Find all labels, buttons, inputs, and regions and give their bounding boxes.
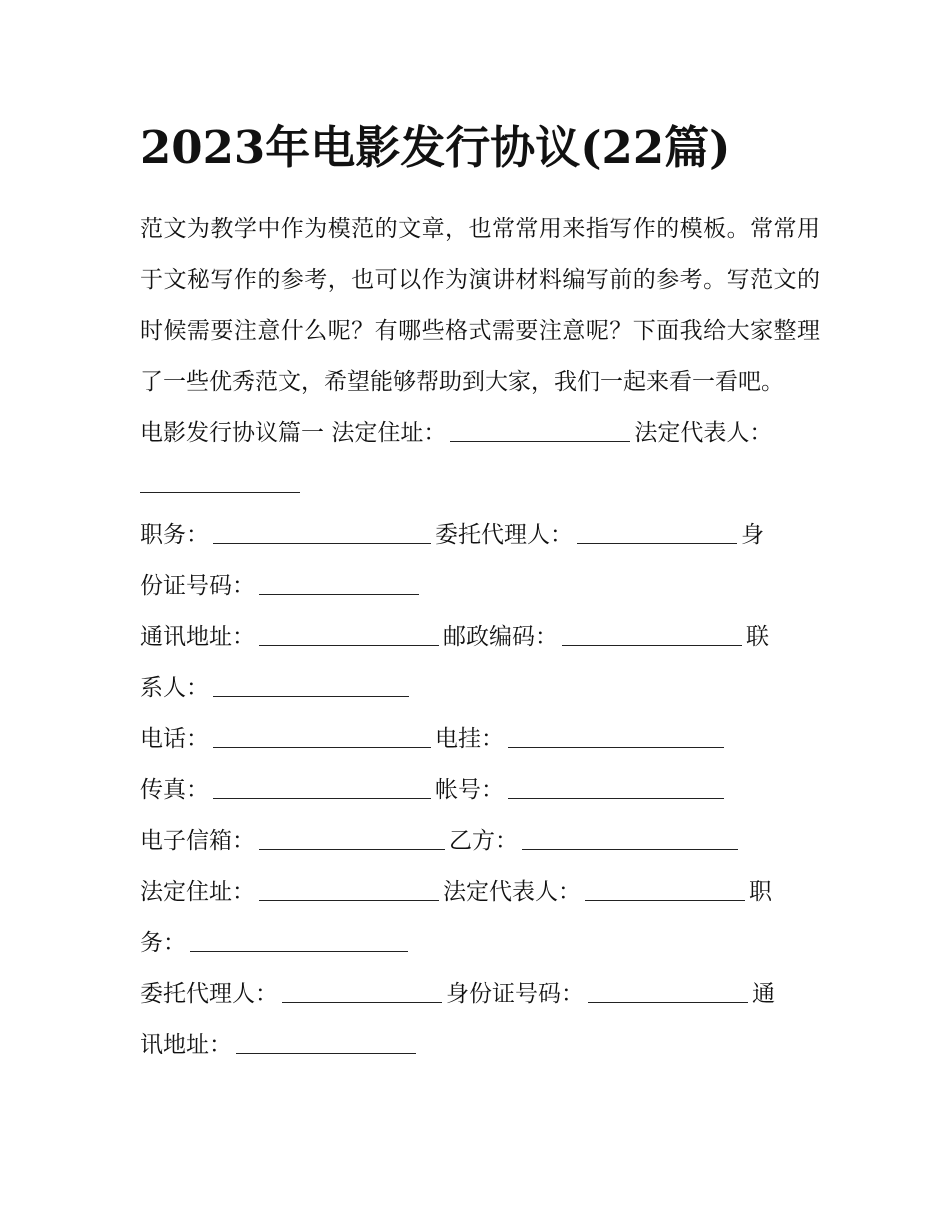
label-position: 职务： bbox=[140, 522, 209, 548]
intro-paragraph: 范文为教学中作为模范的文章，也常常用来指写作的模板。常常用于文秘写作的参考，也可以作为演讲材料编写前的参考。写范文的时候需要注意什么呢？有哪些格式需要注意呢？下面我给大家整理了一些优秀范文，希望能够帮助到大家，我们一起来看一看吧。 bbox=[140, 216, 820, 395]
label-contact-prefix: 联 bbox=[746, 624, 769, 650]
form-line-2 bbox=[140, 510, 820, 612]
label-mail-prefix-2: 通 bbox=[752, 981, 775, 1007]
label-position-suffix-2: 务： bbox=[140, 930, 186, 956]
page-title: 2023年电影发行协议(22篇) bbox=[140, 121, 731, 174]
form-line-8 bbox=[140, 969, 820, 1071]
label-mail-address: 通讯地址： bbox=[140, 624, 255, 650]
label-fax: 传真： bbox=[140, 777, 209, 803]
blank-field bbox=[190, 929, 408, 952]
blank-field bbox=[562, 623, 742, 646]
form-line-1 bbox=[140, 408, 820, 510]
label-contact-suffix: 系人： bbox=[140, 675, 209, 701]
blank-field bbox=[259, 572, 419, 595]
blank-field bbox=[259, 827, 445, 850]
form-line-5 bbox=[140, 765, 820, 816]
label-id-suffix: 份证号码： bbox=[140, 573, 255, 599]
blank-field bbox=[259, 623, 439, 646]
label-party-b: 乙方： bbox=[449, 828, 518, 854]
section-heading: 电影发行协议篇一 bbox=[140, 420, 324, 446]
form-line-3 bbox=[140, 612, 820, 714]
blank-field bbox=[508, 725, 724, 748]
blank-field bbox=[450, 419, 630, 442]
label-id-2: 身份证号码： bbox=[446, 981, 584, 1007]
form-line-7 bbox=[140, 867, 820, 969]
blank-field bbox=[577, 521, 737, 544]
blank-field bbox=[213, 776, 431, 799]
blank-field bbox=[282, 980, 442, 1003]
label-legal-address: 法定住址： bbox=[331, 420, 447, 446]
blank-field bbox=[585, 878, 745, 901]
label-position-prefix-2: 职 bbox=[749, 879, 772, 905]
blank-field bbox=[213, 521, 431, 544]
label-id-prefix: 身 bbox=[741, 522, 764, 548]
blank-field bbox=[259, 878, 439, 901]
label-agent-2: 委托代理人： bbox=[140, 981, 278, 1007]
label-telex: 电挂： bbox=[435, 726, 504, 752]
label-phone: 电话： bbox=[140, 726, 209, 752]
label-legal-rep-2: 法定代表人： bbox=[443, 879, 581, 905]
label-account: 帐号： bbox=[435, 777, 504, 803]
blank-field bbox=[508, 776, 724, 799]
blank-field bbox=[236, 1031, 416, 1054]
label-legal-address-2: 法定住址： bbox=[140, 879, 255, 905]
blank-field bbox=[213, 725, 431, 748]
label-postcode: 邮政编码： bbox=[443, 624, 558, 650]
label-email: 电子信箱： bbox=[140, 828, 255, 854]
form-line-6 bbox=[140, 816, 820, 867]
label-mail-suffix-2: 讯地址： bbox=[140, 1032, 232, 1058]
blank-field bbox=[213, 674, 409, 697]
label-legal-rep: 法定代表人： bbox=[634, 420, 773, 446]
document-page bbox=[140, 118, 820, 1071]
blank-field bbox=[522, 827, 738, 850]
blank-field bbox=[140, 470, 300, 493]
form-line-4 bbox=[140, 714, 820, 765]
label-agent: 委托代理人： bbox=[435, 522, 573, 548]
blank-field bbox=[588, 980, 748, 1003]
